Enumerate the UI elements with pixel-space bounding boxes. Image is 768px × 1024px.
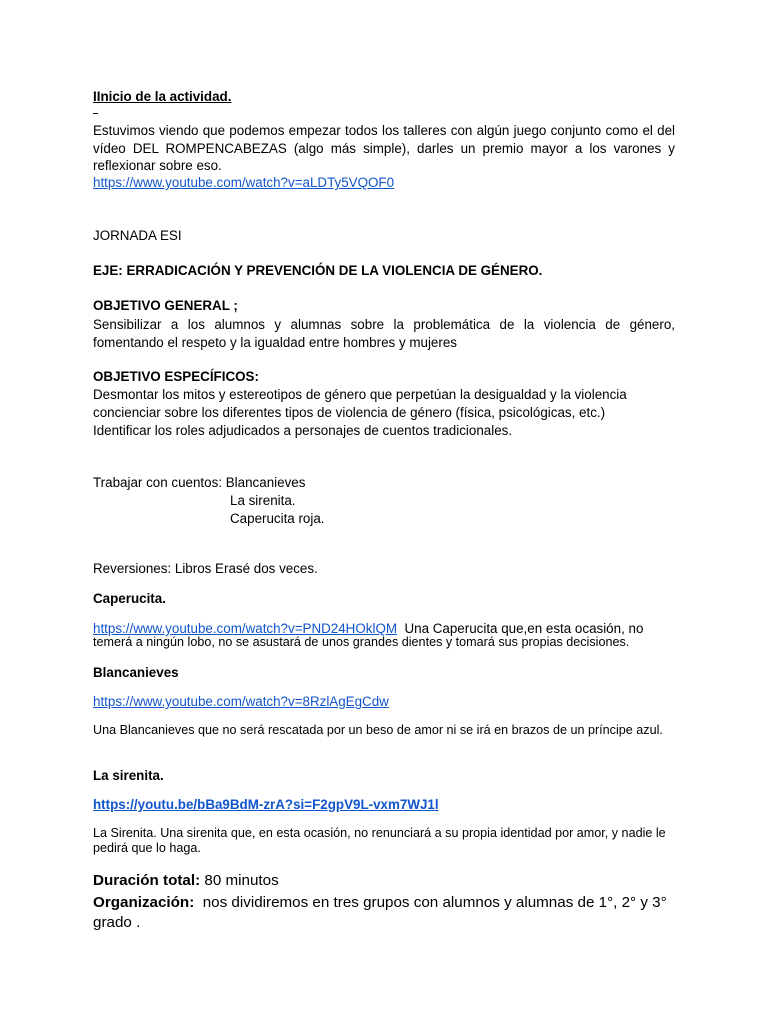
eje-title: EJE: ERRADICACIÓN Y PREVENCIÓN DE LA VIOLENCIA DE GÉNERO. — [93, 263, 543, 278]
objetivo-general-text: Sensibilizar a los alumnos y alumnas sobre la problemática de la violencia de género, fomentando el respeto y la igualdad entre hombres y mujeres — [93, 317, 675, 350]
cuentos-line — [93, 474, 675, 492]
cuento-item: Caperucita roja. — [230, 511, 325, 526]
intro-video-link[interactable]: https://www.youtube.com/watch?v=aLDTy5VQOF0 — [93, 175, 395, 190]
duracion-label: Duración total: — [93, 872, 201, 889]
sirenita-video-link[interactable]: https://youtu.be/bBa9BdM-zrA?si=F2gpV9L-vxm7WJ1l — [93, 797, 439, 812]
document-page — [93, 0, 675, 1024]
organizacion-value: nos dividiremos en tres grupos con alumnos y alumnas de 1°, 2° y 3° grado . — [93, 894, 671, 931]
duracion-line — [93, 871, 675, 891]
intro-underline-mark — [93, 113, 98, 114]
duracion-value: 80 minutos — [200, 872, 279, 889]
intro-paragraph: Estuvimos viendo que podemos empezar todos los talleres con algún juego conjunto como el del vídeo DEL ROMPENCABEZAS (algo más simple), darles un premio mayor a los varones y reflexionar sobre eso. — [93, 123, 675, 173]
cuento-item: La sirenita. — [230, 493, 296, 508]
intro-heading: IInicio de la actividad. — [93, 89, 232, 104]
objetivo-general-heading: OBJETIVO GENERAL ; — [93, 298, 238, 313]
blancanieves-video-link[interactable]: https://www.youtube.com/watch?v=8RzlAgEgCdw — [93, 694, 389, 709]
intro-link-line — [93, 174, 675, 192]
sirenita-heading: La sirenita. — [93, 768, 164, 783]
sirenita-link-line — [93, 796, 675, 814]
cuento-item: Blancanieves — [225, 475, 306, 490]
cuentos-label: Trabajar con cuentos: — [93, 475, 226, 490]
objetivo-especifico-item: Identificar los roles adjudicados a personajes de cuentos tradicionales. — [93, 423, 513, 438]
objetivo-especifico-item: concienciar sobre los diferentes tipos de violencia de género (física, psicológicas, etc.) — [93, 405, 606, 420]
organizacion-label: Organización: — [93, 894, 195, 911]
caperucita-description-start: Una Caperucita que,en esta ocasión, no — [397, 621, 644, 636]
blancanieves-link-line — [93, 693, 675, 711]
organizacion-line — [93, 893, 675, 933]
reversiones-text: Reversiones: Libros Erasé dos veces. — [93, 561, 318, 576]
caperucita-description: temerá a ningún lobo, no se asustará de unos grandes dientes y tomará sus propias decisiones. — [93, 635, 630, 649]
caperucita-heading: Caperucita. — [93, 591, 166, 606]
caperucita-video-link[interactable]: https://www.youtube.com/watch?v=PND24HOklQM — [93, 621, 398, 636]
objetivos-especificos-heading: OBJETIVO ESPECÍFICOS: — [93, 369, 259, 384]
blancanieves-description: Una Blancanieves que no será rescatada por un beso de amor ni se irá en brazos de un príncipe azul. — [93, 723, 663, 737]
sirenita-description: La Sirenita. Una sirenita que, en esta ocasión, no renunciará a su propia identidad por amor, y nadie le pedirá que lo haga. — [93, 826, 666, 855]
blancanieves-heading: Blancanieves — [93, 665, 179, 680]
jornada-title: JORNADA ESI — [93, 228, 182, 243]
objetivo-especifico-item: Desmontar los mitos y estereotipos de género que perpetúan la desigualdad y la violencia — [93, 387, 627, 402]
